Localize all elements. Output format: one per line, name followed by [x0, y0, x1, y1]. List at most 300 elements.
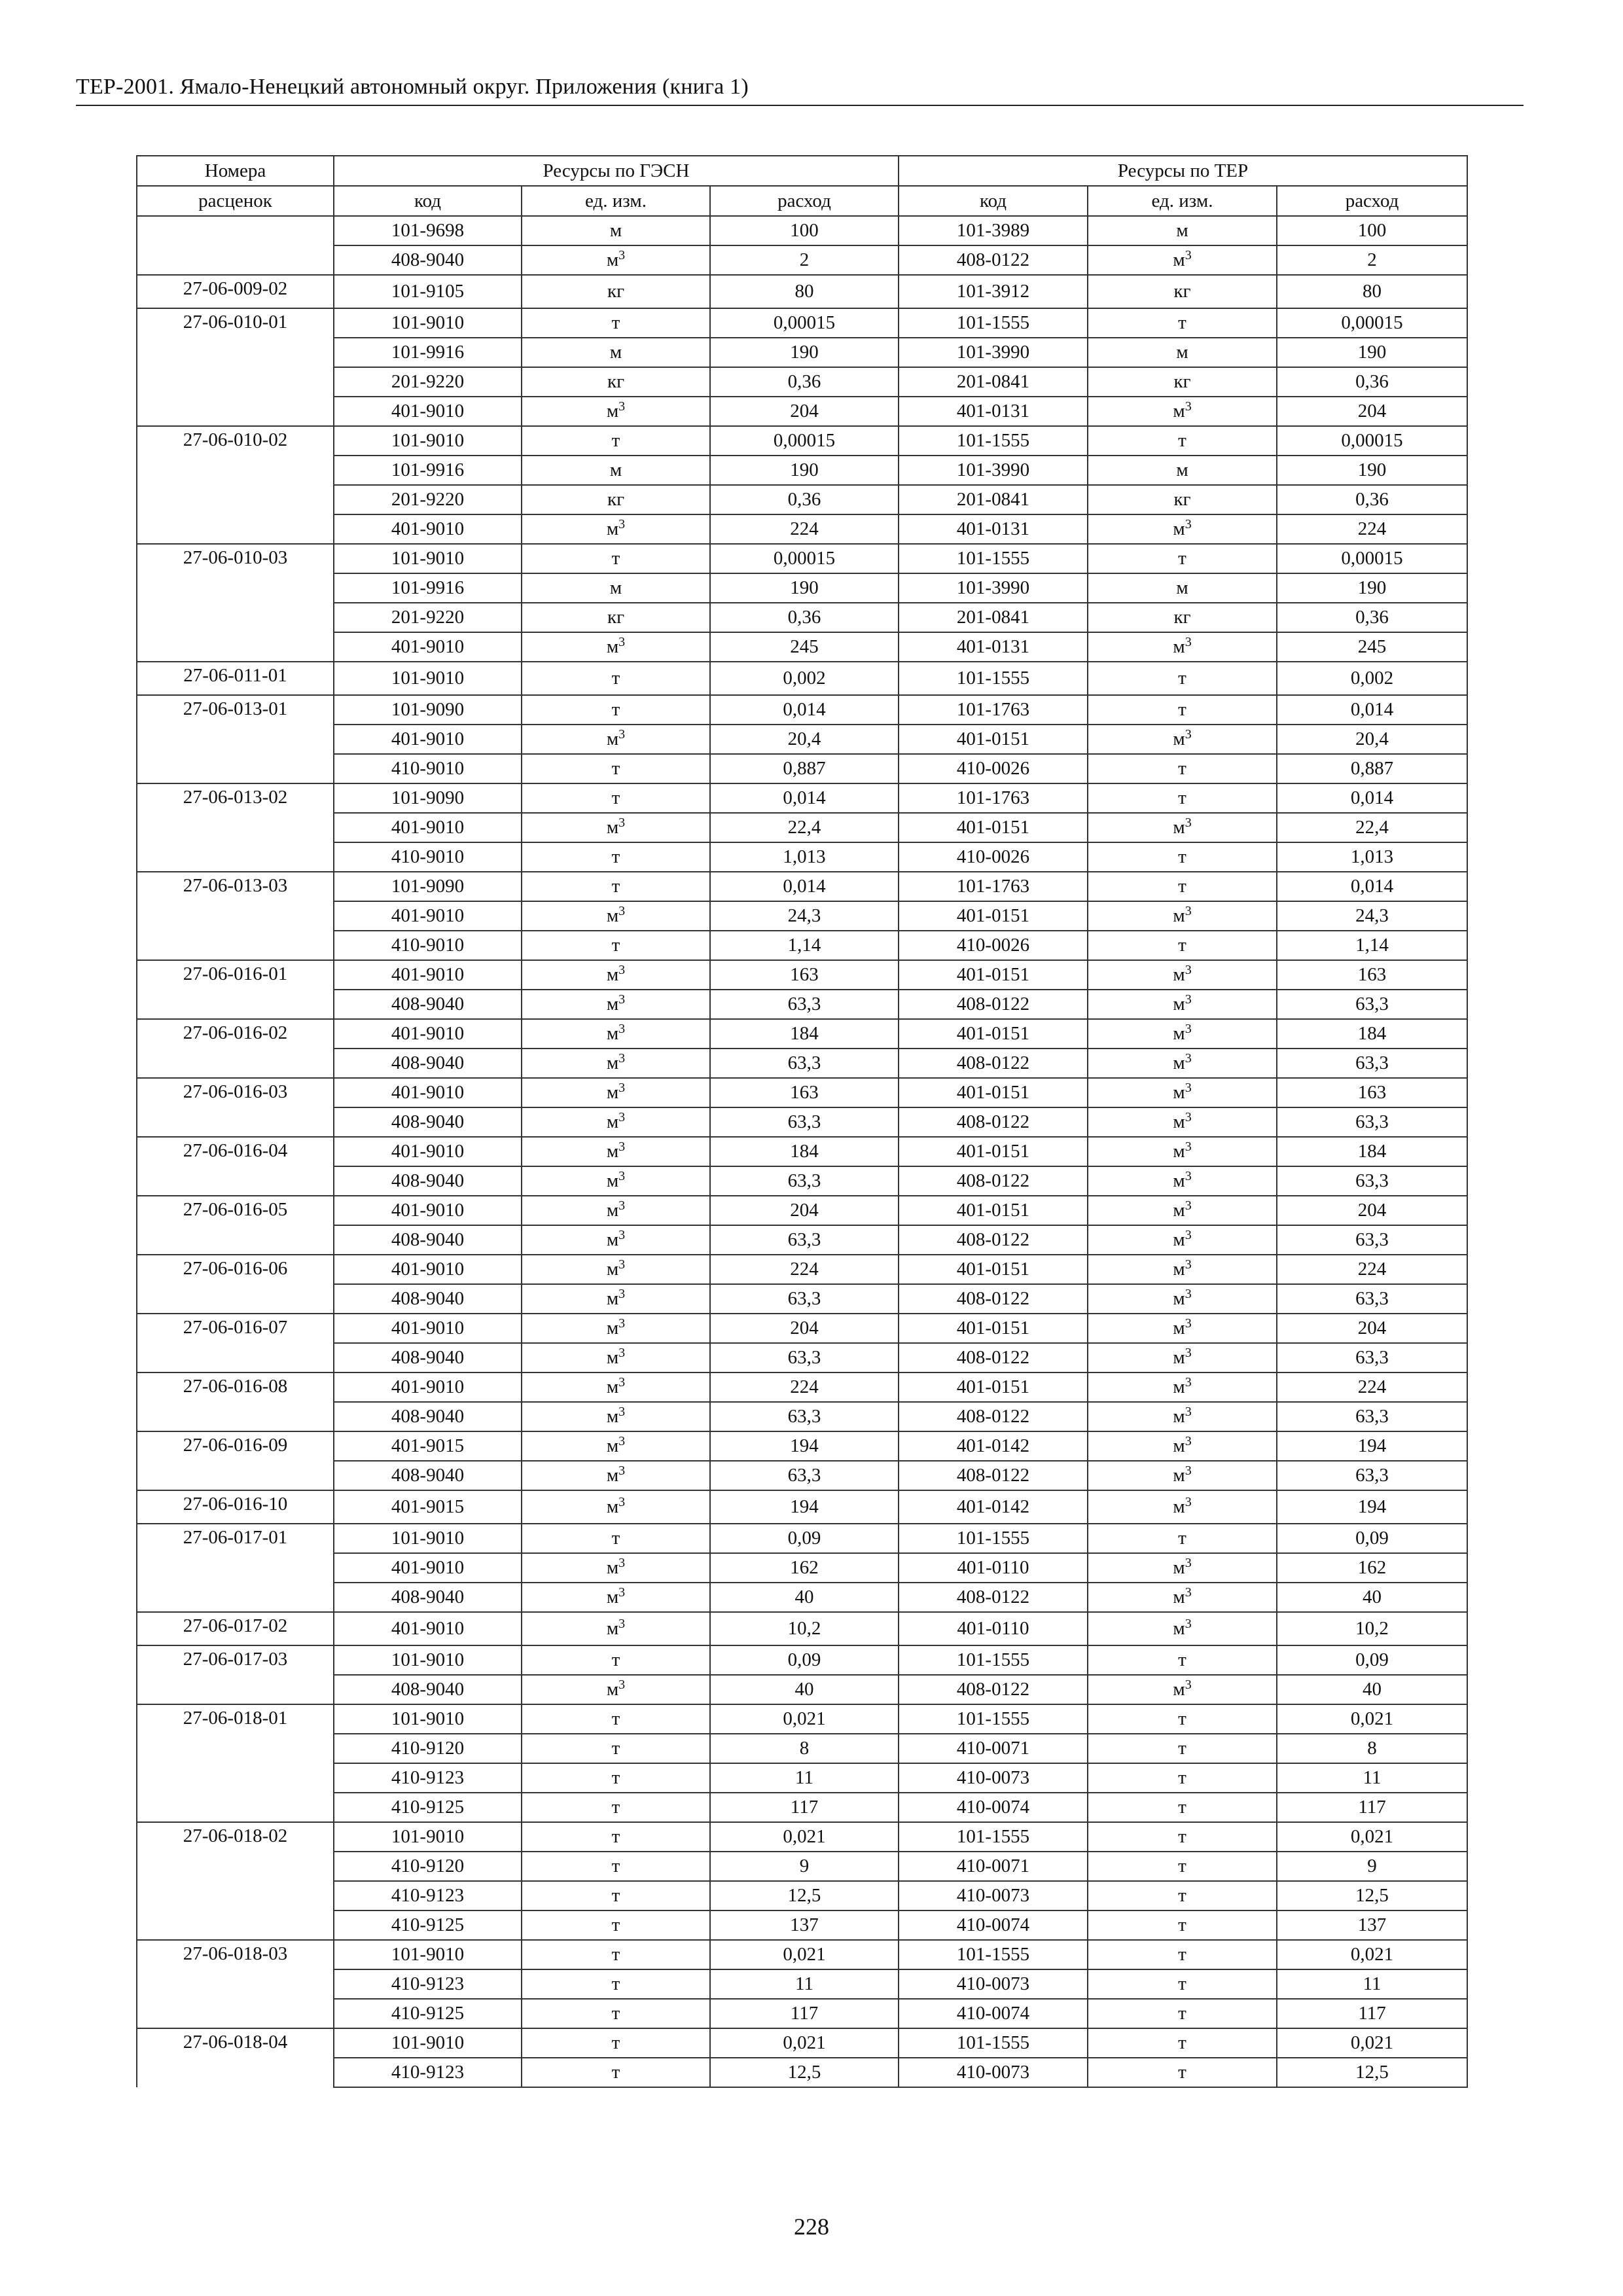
- ter-amount-cell: 163: [1277, 1078, 1467, 1107]
- gesn-unit-cell: $м^3$: [522, 1137, 710, 1166]
- header-rate-numbers-line2: расценок: [137, 186, 334, 216]
- ter-unit-cell: $м^3$: [1088, 1431, 1277, 1461]
- gesn-code-cell: 101-9916: [334, 338, 522, 367]
- ter-unit-cell: $м^3$: [1088, 1078, 1277, 1107]
- ter-amount-cell: 204: [1277, 1314, 1467, 1343]
- ter-unit-cell: т: [1088, 1999, 1277, 2028]
- ter-unit-cell: $м^3$: [1088, 1553, 1277, 1583]
- gesn-amount-cell: 117: [710, 1999, 899, 2028]
- gesn-unit-cell: т: [522, 842, 710, 872]
- gesn-code-cell: 101-9010: [334, 662, 522, 695]
- ter-amount-cell: 0,021: [1277, 1704, 1467, 1734]
- ter-unit-cell: $м^3$: [1088, 1675, 1277, 1704]
- ter-unit-cell: т: [1088, 1704, 1277, 1734]
- table-row: [137, 960, 1467, 990]
- ter-unit-cell: т: [1088, 1763, 1277, 1793]
- gesn-code-cell: 401-9010: [334, 1019, 522, 1049]
- gesn-unit-cell: $м^3$: [522, 813, 710, 842]
- ter-unit-cell: т: [1088, 783, 1277, 813]
- rate-number-cell: 27-06-018-03: [137, 1940, 334, 2028]
- rate-number-cell: 27-06-011-01: [137, 662, 334, 695]
- rate-number-cell: 27-06-017-03: [137, 1645, 334, 1704]
- ter-code-cell: 401-0151: [899, 901, 1088, 931]
- ter-amount-cell: 194: [1277, 1431, 1467, 1461]
- gesn-unit-cell: $м^3$: [522, 725, 710, 754]
- gesn-unit-cell: $м^3$: [522, 245, 710, 275]
- ter-amount-cell: 63,3: [1277, 1049, 1467, 1078]
- ter-amount-cell: 8: [1277, 1734, 1467, 1763]
- ter-amount-cell: 0,36: [1277, 603, 1467, 632]
- gesn-amount-cell: 63,3: [710, 1107, 899, 1137]
- ter-unit-cell: т: [1088, 1910, 1277, 1940]
- gesn-amount-cell: 63,3: [710, 1461, 899, 1490]
- gesn-amount-cell: 0,36: [710, 367, 899, 397]
- gesn-code-cell: 101-9010: [334, 308, 522, 338]
- gesn-unit-cell: $м^3$: [522, 1019, 710, 1049]
- ter-code-cell: 101-1555: [899, 426, 1088, 456]
- ter-code-cell: 408-0122: [899, 1583, 1088, 1612]
- gesn-code-cell: 401-9010: [334, 1255, 522, 1284]
- gesn-amount-cell: 12,5: [710, 1881, 899, 1910]
- gesn-code-cell: 410-9123: [334, 2058, 522, 2087]
- gesn-amount-cell: 63,3: [710, 1225, 899, 1255]
- table-row: [137, 544, 1467, 573]
- gesn-amount-cell: 0,014: [710, 783, 899, 813]
- gesn-amount-cell: 0,887: [710, 754, 899, 783]
- ter-unit-cell: т: [1088, 1822, 1277, 1852]
- gesn-unit-cell: $м^3$: [522, 1402, 710, 1431]
- gesn-amount-cell: 184: [710, 1019, 899, 1049]
- gesn-amount-cell: 63,3: [710, 1284, 899, 1314]
- ter-unit-cell: т: [1088, 2028, 1277, 2058]
- gesn-unit-cell: $м^3$: [522, 990, 710, 1019]
- gesn-amount-cell: 24,3: [710, 901, 899, 931]
- gesn-amount-cell: 190: [710, 338, 899, 367]
- table-row: [137, 367, 1467, 397]
- gesn-unit-cell: т: [522, 1822, 710, 1852]
- table-row: [137, 662, 1467, 695]
- table-row: [137, 603, 1467, 632]
- ter-amount-cell: 224: [1277, 514, 1467, 544]
- ter-amount-cell: 0,09: [1277, 1524, 1467, 1553]
- ter-code-cell: 408-0122: [899, 1166, 1088, 1196]
- ter-code-cell: 408-0122: [899, 1675, 1088, 1704]
- table-row: [137, 754, 1467, 783]
- gesn-unit-cell: кг: [522, 275, 710, 308]
- gesn-amount-cell: 224: [710, 1372, 899, 1402]
- gesn-unit-cell: $м^3$: [522, 1372, 710, 1402]
- ter-unit-cell: т: [1088, 872, 1277, 901]
- gesn-code-cell: 101-9010: [334, 544, 522, 573]
- table-row: [137, 1910, 1467, 1940]
- gesn-amount-cell: 100: [710, 216, 899, 245]
- gesn-code-cell: 401-9010: [334, 960, 522, 990]
- ter-code-cell: 201-0841: [899, 485, 1088, 514]
- ter-amount-cell: 0,00015: [1277, 544, 1467, 573]
- ter-unit-cell: кг: [1088, 603, 1277, 632]
- gesn-amount-cell: 0,09: [710, 1645, 899, 1675]
- table-row: [137, 1612, 1467, 1645]
- running-header: ТЕР-2001. Ямало-Ненецкий автономный округ. Приложения (книга 1): [76, 75, 749, 99]
- rate-number-cell: 27-06-010-01: [137, 308, 334, 426]
- gesn-unit-cell: $м^3$: [522, 1675, 710, 1704]
- ter-code-cell: 410-0026: [899, 842, 1088, 872]
- gesn-amount-cell: 80: [710, 275, 899, 308]
- table-row: [137, 2058, 1467, 2087]
- ter-unit-cell: $м^3$: [1088, 1255, 1277, 1284]
- rate-number-cell: [137, 216, 334, 275]
- header-gesn-code: код: [334, 186, 522, 216]
- gesn-code-cell: 401-9010: [334, 397, 522, 426]
- rate-number-cell: 27-06-016-06: [137, 1255, 334, 1314]
- table-row: [137, 1078, 1467, 1107]
- ter-code-cell: 401-0151: [899, 1314, 1088, 1343]
- gesn-amount-cell: 204: [710, 397, 899, 426]
- table-row: [137, 275, 1467, 308]
- ter-code-cell: 408-0122: [899, 1107, 1088, 1137]
- ter-amount-cell: 184: [1277, 1019, 1467, 1049]
- rate-number-cell: 27-06-016-09: [137, 1431, 334, 1490]
- gesn-amount-cell: 0,014: [710, 695, 899, 725]
- gesn-unit-cell: $м^3$: [522, 1225, 710, 1255]
- gesn-code-cell: 410-9010: [334, 754, 522, 783]
- ter-amount-cell: 40: [1277, 1583, 1467, 1612]
- gesn-amount-cell: 0,00015: [710, 308, 899, 338]
- ter-code-cell: 401-0151: [899, 1196, 1088, 1225]
- gesn-amount-cell: 194: [710, 1490, 899, 1524]
- gesn-unit-cell: $м^3$: [522, 960, 710, 990]
- table-row: [137, 1314, 1467, 1343]
- table-row: [137, 1969, 1467, 1999]
- gesn-code-cell: 410-9010: [334, 931, 522, 960]
- header-rate-numbers-line1: Номера: [137, 156, 334, 186]
- ter-amount-cell: 204: [1277, 1196, 1467, 1225]
- ter-code-cell: 408-0122: [899, 1049, 1088, 1078]
- gesn-amount-cell: 224: [710, 1255, 899, 1284]
- table-header: [137, 156, 1467, 216]
- header-gesn-amount: расход: [710, 186, 899, 216]
- table-row: [137, 1166, 1467, 1196]
- gesn-unit-cell: м: [522, 456, 710, 485]
- gesn-code-cell: 401-9010: [334, 1078, 522, 1107]
- ter-code-cell: 410-0026: [899, 931, 1088, 960]
- gesn-amount-cell: 0,021: [710, 1822, 899, 1852]
- table-row: [137, 338, 1467, 367]
- ter-amount-cell: 63,3: [1277, 1461, 1467, 1490]
- gesn-unit-cell: $м^3$: [522, 1284, 710, 1314]
- ter-code-cell: 101-1555: [899, 308, 1088, 338]
- gesn-unit-cell: т: [522, 1793, 710, 1822]
- gesn-code-cell: 101-9090: [334, 695, 522, 725]
- table-row: [137, 1583, 1467, 1612]
- gesn-code-cell: 410-9125: [334, 1999, 522, 2028]
- gesn-unit-cell: т: [522, 872, 710, 901]
- ter-code-cell: 410-0073: [899, 1969, 1088, 1999]
- ter-amount-cell: 184: [1277, 1137, 1467, 1166]
- header-ter-unit: ед. изм.: [1088, 186, 1277, 216]
- ter-code-cell: 101-1763: [899, 695, 1088, 725]
- ter-amount-cell: 137: [1277, 1910, 1467, 1940]
- ter-amount-cell: 0,36: [1277, 367, 1467, 397]
- gesn-code-cell: 401-9010: [334, 725, 522, 754]
- gesn-unit-cell: т: [522, 2058, 710, 2087]
- gesn-code-cell: 101-9090: [334, 783, 522, 813]
- gesn-unit-cell: $м^3$: [522, 1166, 710, 1196]
- ter-amount-cell: 0,887: [1277, 754, 1467, 783]
- ter-amount-cell: 1,14: [1277, 931, 1467, 960]
- gesn-amount-cell: 163: [710, 960, 899, 990]
- table-row: [137, 1999, 1467, 2028]
- gesn-code-cell: 408-9040: [334, 1675, 522, 1704]
- gesn-code-cell: 401-9010: [334, 1372, 522, 1402]
- ter-code-cell: 410-0071: [899, 1852, 1088, 1881]
- ter-code-cell: 201-0841: [899, 603, 1088, 632]
- ter-amount-cell: 0,00015: [1277, 426, 1467, 456]
- ter-code-cell: 401-0131: [899, 514, 1088, 544]
- table-row: [137, 2028, 1467, 2058]
- table-row: [137, 1553, 1467, 1583]
- gesn-unit-cell: $м^3$: [522, 1049, 710, 1078]
- ter-code-cell: 401-0151: [899, 813, 1088, 842]
- gesn-amount-cell: 20,4: [710, 725, 899, 754]
- gesn-unit-cell: т: [522, 308, 710, 338]
- gesn-unit-cell: $м^3$: [522, 1078, 710, 1107]
- ter-amount-cell: 190: [1277, 338, 1467, 367]
- table-row: [137, 1196, 1467, 1225]
- table-row: [137, 842, 1467, 872]
- ter-amount-cell: 12,5: [1277, 2058, 1467, 2087]
- ter-amount-cell: 245: [1277, 632, 1467, 662]
- gesn-amount-cell: 63,3: [710, 1049, 899, 1078]
- ter-code-cell: 401-0110: [899, 1612, 1088, 1645]
- table-row: [137, 1734, 1467, 1763]
- ter-amount-cell: 0,002: [1277, 662, 1467, 695]
- gesn-code-cell: 408-9040: [334, 1461, 522, 1490]
- ter-amount-cell: 0,014: [1277, 695, 1467, 725]
- gesn-code-cell: 401-9010: [334, 632, 522, 662]
- ter-unit-cell: т: [1088, 842, 1277, 872]
- gesn-amount-cell: 0,014: [710, 872, 899, 901]
- gesn-code-cell: 408-9040: [334, 1402, 522, 1431]
- gesn-unit-cell: $м^3$: [522, 1612, 710, 1645]
- gesn-unit-cell: кг: [522, 485, 710, 514]
- gesn-amount-cell: 163: [710, 1078, 899, 1107]
- gesn-code-cell: 101-9010: [334, 1822, 522, 1852]
- gesn-unit-cell: т: [522, 931, 710, 960]
- ter-unit-cell: $м^3$: [1088, 1583, 1277, 1612]
- gesn-code-cell: 201-9220: [334, 603, 522, 632]
- ter-amount-cell: 80: [1277, 275, 1467, 308]
- ter-amount-cell: 0,36: [1277, 485, 1467, 514]
- rate-number-cell: 27-06-010-02: [137, 426, 334, 544]
- ter-unit-cell: м: [1088, 338, 1277, 367]
- table-row: [137, 813, 1467, 842]
- gesn-code-cell: 408-9040: [334, 1583, 522, 1612]
- table-row: [137, 573, 1467, 603]
- gesn-amount-cell: 245: [710, 632, 899, 662]
- gesn-code-cell: 410-9125: [334, 1910, 522, 1940]
- gesn-code-cell: 401-9010: [334, 514, 522, 544]
- gesn-code-cell: 410-9123: [334, 1763, 522, 1793]
- gesn-amount-cell: 0,00015: [710, 426, 899, 456]
- gesn-amount-cell: 0,36: [710, 603, 899, 632]
- ter-code-cell: 101-3990: [899, 456, 1088, 485]
- ter-code-cell: 410-0073: [899, 1763, 1088, 1793]
- ter-amount-cell: 10,2: [1277, 1612, 1467, 1645]
- ter-code-cell: 101-1555: [899, 2028, 1088, 2058]
- gesn-code-cell: 410-9123: [334, 1881, 522, 1910]
- gesn-amount-cell: 1,013: [710, 842, 899, 872]
- gesn-amount-cell: 9: [710, 1852, 899, 1881]
- gesn-code-cell: 401-9010: [334, 1553, 522, 1583]
- gesn-code-cell: 408-9040: [334, 1166, 522, 1196]
- gesn-code-cell: 101-9010: [334, 1645, 522, 1675]
- gesn-code-cell: 410-9120: [334, 1734, 522, 1763]
- ter-unit-cell: т: [1088, 695, 1277, 725]
- ter-code-cell: 201-0841: [899, 367, 1088, 397]
- ter-code-cell: 101-1555: [899, 1822, 1088, 1852]
- gesn-amount-cell: 63,3: [710, 1402, 899, 1431]
- gesn-amount-cell: 0,00015: [710, 544, 899, 573]
- ter-unit-cell: т: [1088, 754, 1277, 783]
- rate-number-cell: 27-06-016-03: [137, 1078, 334, 1137]
- ter-unit-cell: т: [1088, 1940, 1277, 1969]
- gesn-unit-cell: т: [522, 426, 710, 456]
- ter-unit-cell: $м^3$: [1088, 245, 1277, 275]
- gesn-code-cell: 410-9123: [334, 1969, 522, 1999]
- ter-unit-cell: $м^3$: [1088, 1284, 1277, 1314]
- ter-code-cell: 401-0151: [899, 960, 1088, 990]
- gesn-unit-cell: $м^3$: [522, 632, 710, 662]
- gesn-amount-cell: 12,5: [710, 2058, 899, 2087]
- ter-unit-cell: $м^3$: [1088, 1461, 1277, 1490]
- table-row: [137, 1940, 1467, 1969]
- table-row: [137, 1137, 1467, 1166]
- gesn-amount-cell: 184: [710, 1137, 899, 1166]
- gesn-code-cell: 408-9040: [334, 1049, 522, 1078]
- gesn-amount-cell: 2: [710, 245, 899, 275]
- table-row: [137, 695, 1467, 725]
- table-row: [137, 1107, 1467, 1137]
- table-row: [137, 1343, 1467, 1372]
- gesn-code-cell: 401-9015: [334, 1490, 522, 1524]
- gesn-amount-cell: 0,09: [710, 1524, 899, 1553]
- header-rule: [76, 105, 1524, 106]
- ter-code-cell: 101-1555: [899, 1704, 1088, 1734]
- page-number: 228: [794, 2214, 829, 2240]
- ter-amount-cell: 20,4: [1277, 725, 1467, 754]
- ter-amount-cell: 0,014: [1277, 783, 1467, 813]
- ter-amount-cell: 24,3: [1277, 901, 1467, 931]
- table-row: [137, 990, 1467, 1019]
- gesn-amount-cell: 190: [710, 456, 899, 485]
- gesn-unit-cell: кг: [522, 603, 710, 632]
- ter-code-cell: 401-0131: [899, 397, 1088, 426]
- table-row: [137, 1675, 1467, 1704]
- gesn-amount-cell: 63,3: [710, 1166, 899, 1196]
- gesn-unit-cell: т: [522, 1910, 710, 1940]
- ter-code-cell: 408-0122: [899, 1461, 1088, 1490]
- gesn-unit-cell: т: [522, 544, 710, 573]
- gesn-unit-cell: т: [522, 662, 710, 695]
- ter-amount-cell: 194: [1277, 1490, 1467, 1524]
- ter-unit-cell: $м^3$: [1088, 725, 1277, 754]
- ter-unit-cell: $м^3$: [1088, 960, 1277, 990]
- gesn-unit-cell: $м^3$: [522, 1255, 710, 1284]
- gesn-unit-cell: т: [522, 1734, 710, 1763]
- gesn-unit-cell: $м^3$: [522, 397, 710, 426]
- gesn-amount-cell: 1,14: [710, 931, 899, 960]
- gesn-unit-cell: т: [522, 1763, 710, 1793]
- ter-code-cell: 408-0122: [899, 1343, 1088, 1372]
- header-ter-amount: расход: [1277, 186, 1467, 216]
- gesn-unit-cell: кг: [522, 367, 710, 397]
- ter-amount-cell: 0,021: [1277, 2028, 1467, 2058]
- gesn-unit-cell: $м^3$: [522, 1314, 710, 1343]
- ter-code-cell: 401-0131: [899, 632, 1088, 662]
- header-gesn-resources: Ресурсы по ГЭСН: [334, 156, 899, 186]
- ter-amount-cell: 190: [1277, 456, 1467, 485]
- gesn-unit-cell: $м^3$: [522, 1461, 710, 1490]
- ter-code-cell: 401-0142: [899, 1490, 1088, 1524]
- gesn-unit-cell: м: [522, 216, 710, 245]
- ter-amount-cell: 63,3: [1277, 1225, 1467, 1255]
- ter-amount-cell: 1,013: [1277, 842, 1467, 872]
- gesn-amount-cell: 162: [710, 1553, 899, 1583]
- ter-unit-cell: т: [1088, 1969, 1277, 1999]
- gesn-unit-cell: $м^3$: [522, 1196, 710, 1225]
- gesn-amount-cell: 0,021: [710, 1704, 899, 1734]
- ter-unit-cell: т: [1088, 544, 1277, 573]
- ter-amount-cell: 0,014: [1277, 872, 1467, 901]
- ter-code-cell: 401-0142: [899, 1431, 1088, 1461]
- table-row: [137, 1490, 1467, 1524]
- gesn-code-cell: 401-9010: [334, 1196, 522, 1225]
- ter-amount-cell: 0,09: [1277, 1645, 1467, 1675]
- ter-amount-cell: 22,4: [1277, 813, 1467, 842]
- gesn-amount-cell: 11: [710, 1969, 899, 1999]
- ter-amount-cell: 162: [1277, 1553, 1467, 1583]
- ter-unit-cell: т: [1088, 931, 1277, 960]
- rate-number-cell: 27-06-017-01: [137, 1524, 334, 1612]
- gesn-code-cell: 408-9040: [334, 1107, 522, 1137]
- table-row: [137, 245, 1467, 275]
- gesn-amount-cell: 8: [710, 1734, 899, 1763]
- table-row: [137, 1255, 1467, 1284]
- gesn-amount-cell: 40: [710, 1583, 899, 1612]
- rate-number-cell: 27-06-013-02: [137, 783, 334, 872]
- ter-amount-cell: 224: [1277, 1372, 1467, 1402]
- ter-amount-cell: 204: [1277, 397, 1467, 426]
- ter-unit-cell: м: [1088, 216, 1277, 245]
- table-row: [137, 725, 1467, 754]
- gesn-amount-cell: 63,3: [710, 1343, 899, 1372]
- gesn-code-cell: 410-9125: [334, 1793, 522, 1822]
- ter-unit-cell: $м^3$: [1088, 1372, 1277, 1402]
- ter-amount-cell: 224: [1277, 1255, 1467, 1284]
- gesn-unit-cell: м: [522, 573, 710, 603]
- ter-amount-cell: 190: [1277, 573, 1467, 603]
- gesn-unit-cell: т: [522, 1524, 710, 1553]
- gesn-code-cell: 401-9010: [334, 901, 522, 931]
- ter-code-cell: 101-1555: [899, 1940, 1088, 1969]
- ter-unit-cell: $м^3$: [1088, 1196, 1277, 1225]
- ter-amount-cell: 0,021: [1277, 1822, 1467, 1852]
- gesn-amount-cell: 117: [710, 1793, 899, 1822]
- table-row: [137, 1822, 1467, 1852]
- ter-unit-cell: $м^3$: [1088, 1166, 1277, 1196]
- ter-code-cell: 410-0071: [899, 1734, 1088, 1763]
